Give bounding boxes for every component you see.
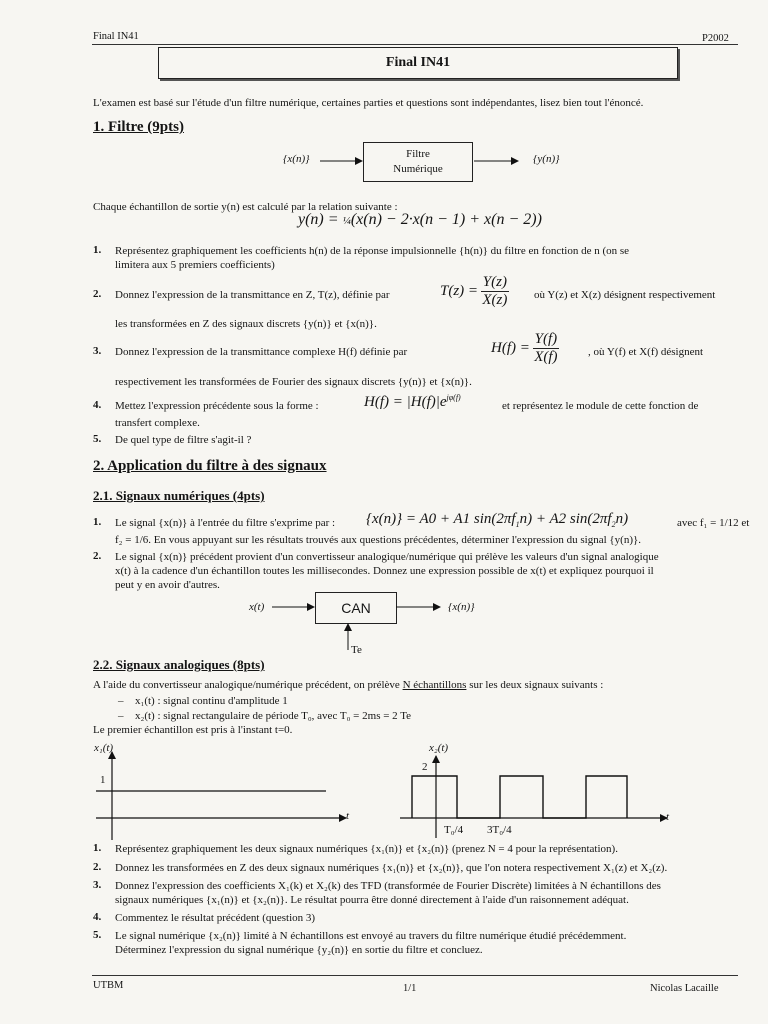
- s1-q2-part-a: Donnez l'expression de la transmittance en Z, T(z), définie par: [115, 289, 390, 301]
- section-2-1-title: 2.1. Signaux numériques (4pts): [93, 488, 265, 503]
- s22-intro-underlined: N échantillons: [402, 679, 467, 691]
- plot2-tick2: 3T₀/4: [487, 824, 512, 836]
- plot1-level: 1: [100, 774, 106, 786]
- section-2-2-title: 2.2. Signaux analogiques (8pts): [93, 657, 265, 672]
- s21-q1-part-a: Le signal {x(n)} à l'entrée du filtre s'exprime par :: [115, 517, 336, 529]
- s1-q3-number: 3.: [93, 345, 102, 357]
- s22-q2-text: Donnez les transformées en Z des deux signaux numériques {x₁(n)} et {x₂(n)}, que l'on notera respectivement X₁(z) et X₂(z).: [115, 862, 668, 874]
- s22-q3-line2: signaux numériques {x₁(n)} et {x₂(n)}. Le résultat pourra être donné directement à l'aide d'un raisonnement adéquat.: [115, 894, 629, 906]
- s22-q5-line2: Déterminez l'expression du signal numérique {y₂(n)} en sortie du filtre et concluez.: [115, 944, 483, 956]
- s22-q3-number: 3.: [93, 879, 102, 891]
- plot2-xlabel: t: [666, 811, 670, 823]
- s22-q4-text: Commentez le résultat précédent (question 3): [115, 912, 316, 924]
- s1-q2-part-b: où Y(z) et X(z) désignent respectivement: [534, 289, 716, 301]
- s21-q2-number: 2.: [93, 550, 102, 562]
- s1-q4-part-b: et représentez le module de cette fonction de: [502, 400, 699, 412]
- filter-box-line2: Numérique: [393, 163, 443, 175]
- difference-equation: y(n) = ¼(x(n) − 2·x(n − 1) + x(n − 2)): [298, 211, 542, 228]
- plot2-level: 2: [422, 761, 428, 773]
- xn-expression: {x(n)} = A0 + A1 $\sin(2\pi f_1n) + A2$ $\sin(2\pi f_2n)$: [366, 511, 629, 529]
- s1-q2-line2: les transformées en Z des signaux discrets {y(n)} et {x(n)}.: [115, 318, 377, 330]
- bullet-dash-2: –: [118, 710, 124, 722]
- bullet-x2: x₂(t) : signal rectangulaire de période T₀, avec T₀ = 2ms = 2 Te: [135, 710, 412, 722]
- plot2-tick1: T₀/4: [444, 824, 464, 836]
- s1-q1-line1: Représentez graphiquement les coefficients h(n) de la réponse impulsionnelle {h(n)} du filtre en fonction de n (on se: [115, 245, 630, 257]
- s21-q2-line3: peut y en avoir d'autres.: [115, 579, 220, 591]
- s1-q4-part-a: Mettez l'expression précédente sous la forme :: [115, 400, 319, 412]
- first-sample-text: Le premier échantillon est pris à l'instant t=0.: [93, 724, 293, 736]
- bullet-x1: x₁(t) : signal continu d'amplitude 1: [135, 695, 288, 707]
- plot2-ylabel: x₂(t): [429, 742, 449, 754]
- tz-definition: T(z) = $\frac{Y(z)}{X(z)}$: [440, 274, 508, 308]
- plot1-xlabel: t: [346, 810, 350, 822]
- s1-q5-text: De quel type de filtre s'agit-il ?: [115, 434, 252, 446]
- s1-q2-number: 2.: [93, 288, 102, 300]
- s21-q1-number: 1.: [93, 516, 102, 528]
- plot1-ylabel: x₁(t): [94, 742, 114, 754]
- relation-text: Chaque échantillon de sortie y(n) est calculé par la relation suivante :: [93, 201, 398, 213]
- s1-q3-part-b: , où Y(f) et X(f) désignent: [588, 346, 704, 358]
- s21-q2-line1: Le signal {x(n)} précédent provient d'un convertisseur analogique/numérique qui prélève les valeurs d'un signal analogique: [115, 551, 659, 563]
- s1-q1-number: 1.: [93, 244, 102, 256]
- s22-q3-line1: Donnez l'expression des coefficients X₁(k) et X₂(k) des TFD (transformée de Fourier Discrète) limitées à N échantillons des: [115, 880, 661, 892]
- hf-polar-form: $H(f) = |H(f)|e^{j\varphi(f)}$: [364, 393, 461, 410]
- s1-q5-number: 5.: [93, 433, 102, 445]
- filter-output-label: {y(n)}: [533, 153, 560, 165]
- s1-q3-line2: respectivement les transformées de Fourier des signaux discrets {y(n)} et {x(n)}.: [115, 376, 472, 388]
- can-output-label: {x(n)}: [448, 601, 475, 613]
- filter-input-label: {x(n)}: [283, 153, 310, 165]
- s22-intro-a: A l'aide du convertisseur analogique/numérique précédent, on prélève: [93, 679, 400, 691]
- s22-q1-text: Représentez graphiquement les deux signaux numériques {x₁(n)} et {x₂(n)} (prenez N = 4 pour la représentation).: [115, 843, 618, 855]
- section-2-title: 2. Application du filtre à des signaux: [93, 458, 327, 474]
- filter-box-line1: Filtre: [406, 148, 430, 160]
- s1-q1-line2: limitera aux 5 premiers coefficients): [115, 259, 275, 271]
- can-box: CAN: [315, 592, 397, 624]
- s22-q5-number: 5.: [93, 929, 102, 941]
- footer-center: 1/1: [403, 983, 417, 994]
- s21-q1-part-b: avec f₁ = 1/12 et: [677, 517, 750, 529]
- footer-right: Nicolas Lacaille: [650, 983, 719, 994]
- header-right: P2002: [702, 33, 729, 44]
- s22-q1-number: 1.: [93, 842, 102, 854]
- s21-q2-line2: x(t) à la cadence d'un échantillon toutes les millisecondes. Donnez une expression possible de x(t) et expliquez pourquoi il: [115, 565, 654, 577]
- bullet-dash-1: –: [118, 695, 124, 707]
- section-1-title: 1. Filtre (9pts): [93, 119, 184, 135]
- s1-q4-line2: transfert complexe.: [115, 417, 200, 429]
- s22-q5-line1: Le signal numérique {x₂(n)} limité à N échantillons est envoyé au travers du filtre numérique étudié précédemment.: [115, 930, 627, 942]
- intro-text: L'examen est basé sur l'étude d'un filtre numérique, certaines parties et questions sont indépendantes, lisez bien tout l'énoncé.: [93, 97, 644, 109]
- s22-q4-number: 4.: [93, 911, 102, 923]
- header-left: Final IN41: [93, 31, 139, 42]
- s22-intro-b: sur les deux signaux suivants :: [469, 679, 604, 691]
- s22-q2-number: 2.: [93, 861, 102, 873]
- plot2-signal: [412, 776, 627, 818]
- hf-definition: H(f) = $\frac{Y(f)}{X(f)}$: [491, 331, 558, 365]
- te-label: Te: [351, 644, 362, 656]
- s1-q4-number: 4.: [93, 399, 102, 411]
- s21-q1-line2: f₂ = 1/6. En vous appuyant sur les résultats trouvés aux questions précédentes, déterminer l'expression du signal {y(n)}.: [115, 534, 642, 546]
- footer-left: UTBM: [93, 980, 124, 991]
- page-title: Final IN41: [385, 55, 451, 70]
- can-input-label: x(t): [249, 601, 265, 613]
- s1-q3-part-a: Donnez l'expression de la transmittance complexe H(f) définie par: [115, 346, 408, 358]
